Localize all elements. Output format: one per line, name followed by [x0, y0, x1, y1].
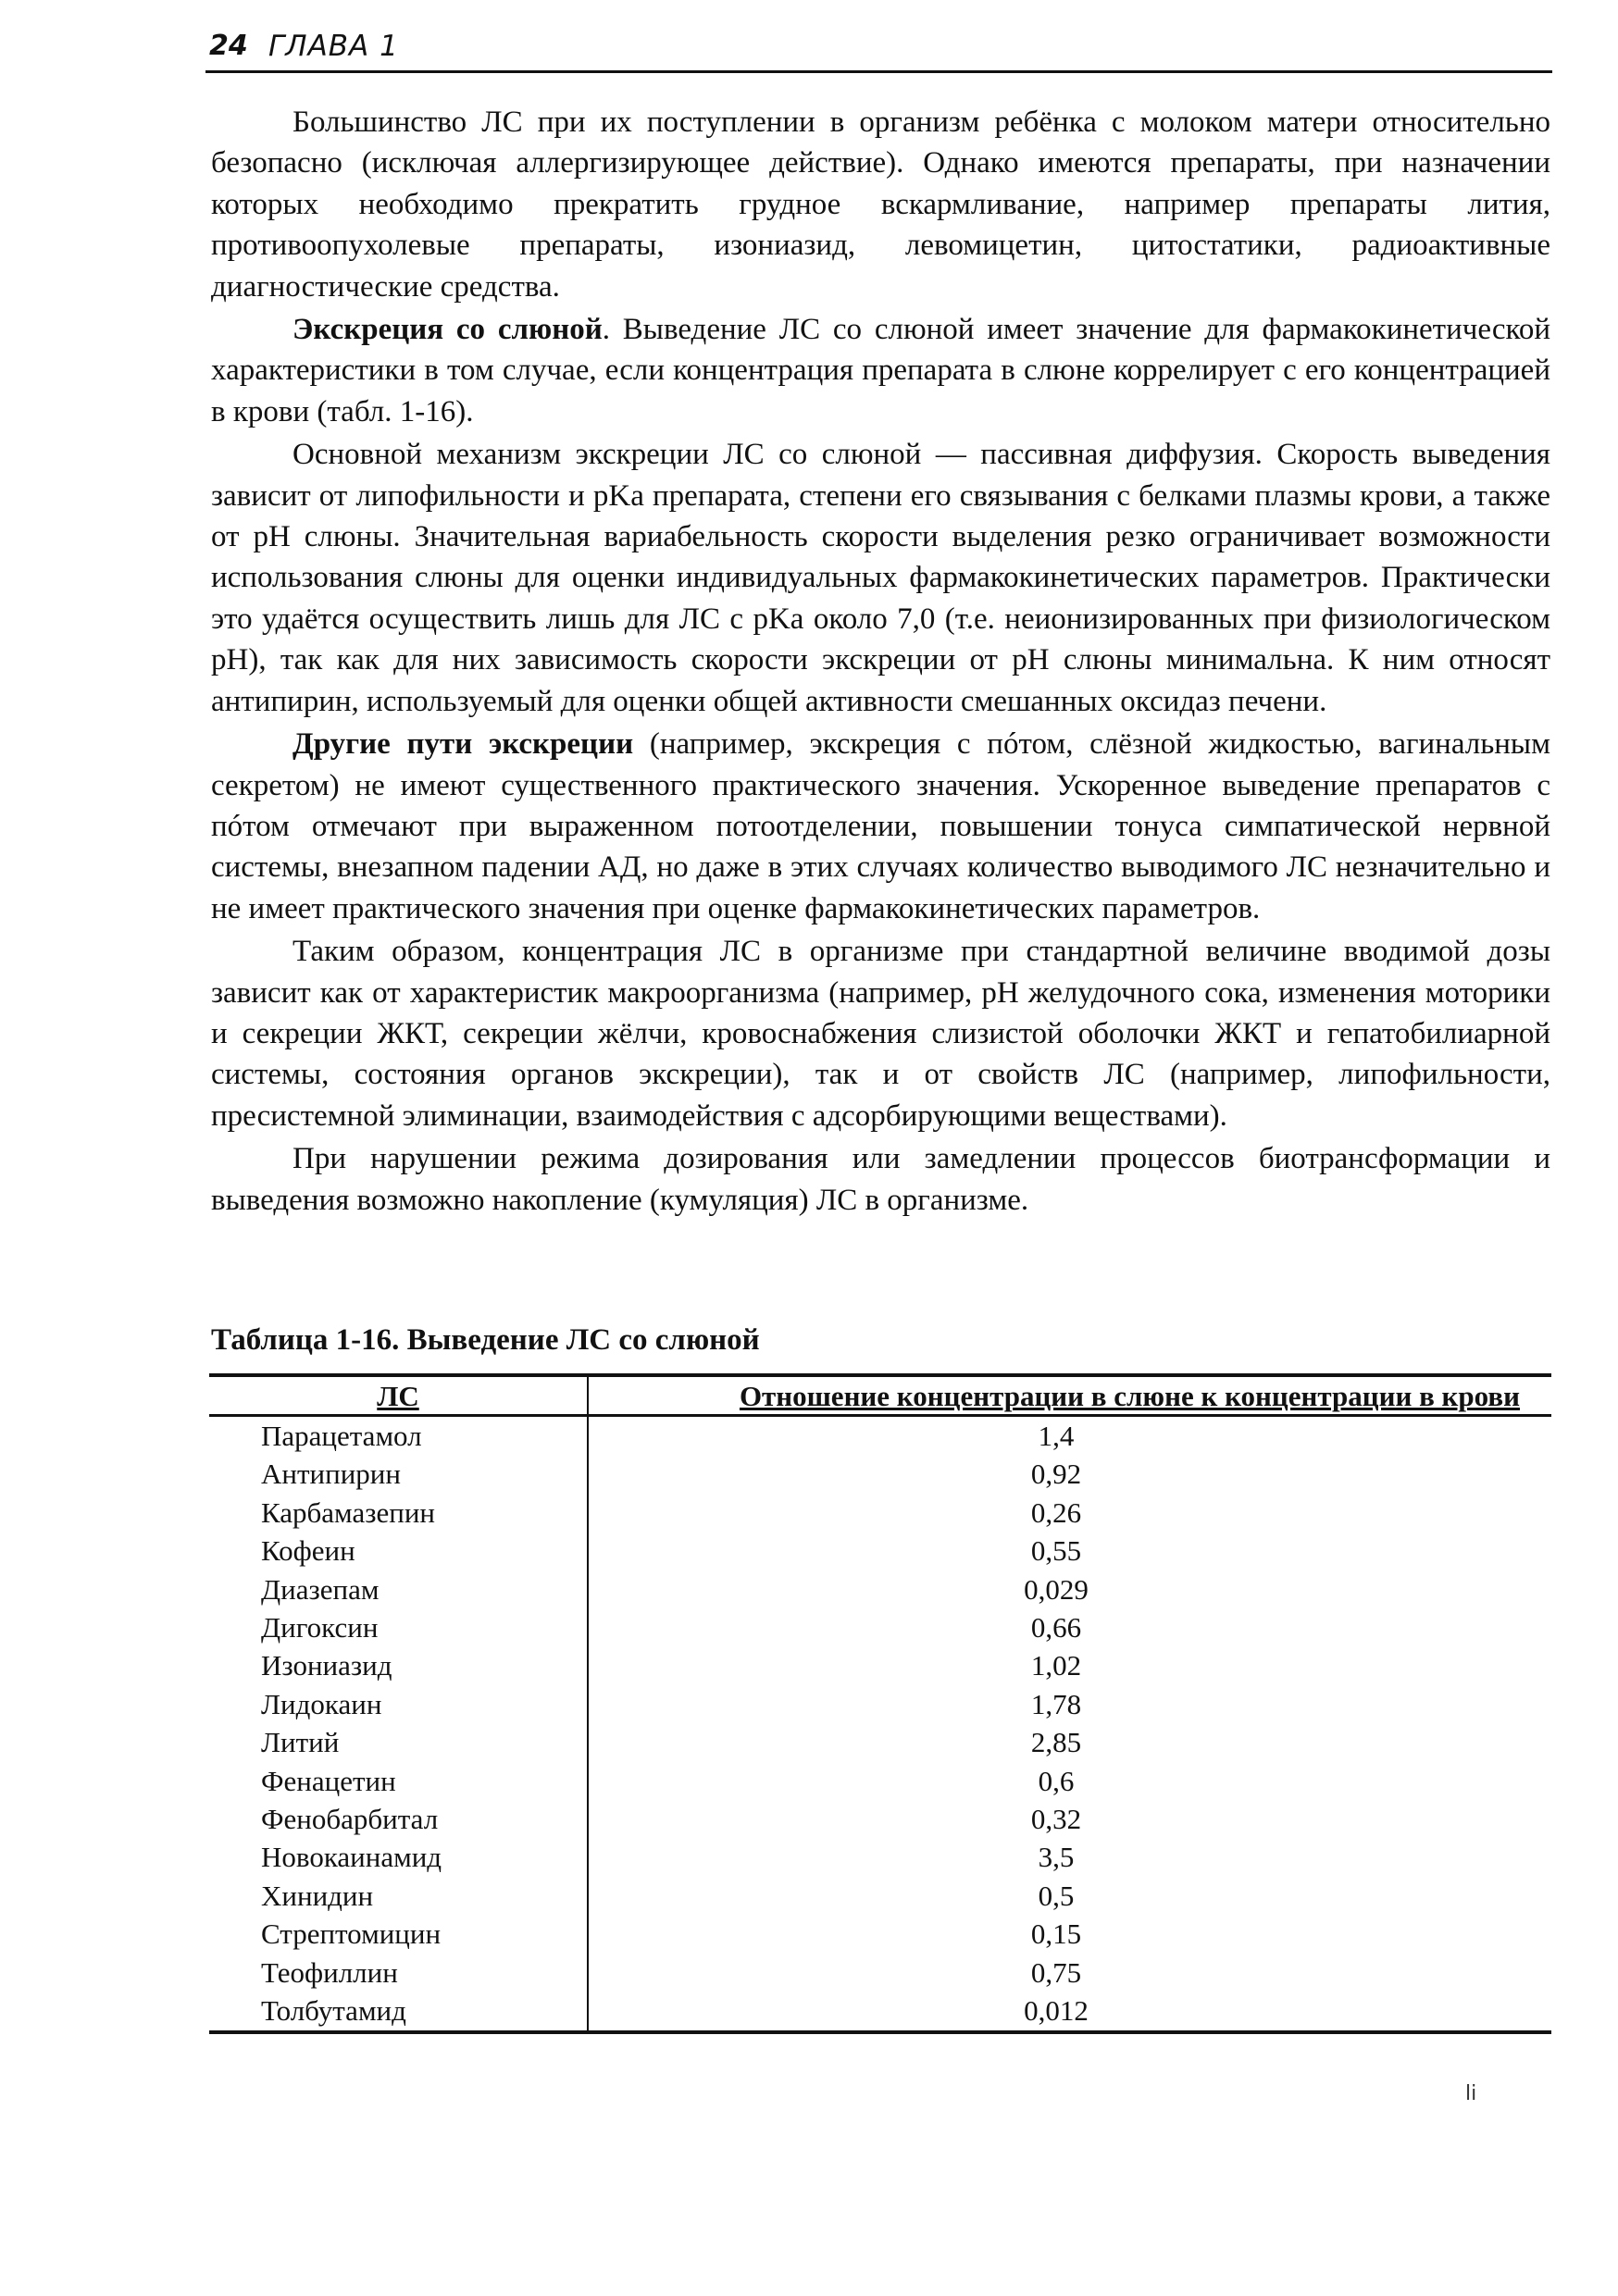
table-row [209, 1723, 1551, 1761]
ratio-value-cell: 0,029 [1024, 1572, 1089, 1606]
table-row [209, 1570, 1551, 1608]
chapter-title: ГЛАВА 1 [268, 30, 399, 63]
drug-name-cell: Лидокаин [209, 1685, 588, 1723]
table-row [209, 1838, 1551, 1876]
body-text [211, 102, 1550, 1222]
paragraph-lead: Другие пути экскреции [292, 727, 634, 762]
drug-name-cell: Литий [209, 1723, 588, 1761]
page-header [205, 20, 1552, 73]
table-row [209, 1954, 1551, 1992]
table-row [209, 1800, 1551, 1838]
paragraph: Экскреция со слюной. Выведение ЛС со слюной имеет значение для фармакокинетической характеристики в том случае, если концентрация препарата в слюне коррелирует с его концентрацией в крови (табл. 1-16). [211, 313, 1550, 428]
drug-name-cell: Стрептомицин [209, 1915, 588, 1953]
paragraph: Большинство ЛС при их поступлении в организм ребёнка с молоком матери относительно безопасно (исключая аллергизирующее действие). Однако имеются препараты, при назначении которых необходимо прекратить грудное вскармливание, например препараты лития, противоопухолевые препараты, изониазид, левомицетин, цитостатики, радиоактивные диагностические средства. [211, 105, 1550, 304]
table-row [209, 1494, 1551, 1532]
ratio-value-cell: 0,92 [1030, 1458, 1082, 1491]
ratio-value-cell: 0,15 [1030, 1917, 1082, 1951]
ratio-value-cell: 3,5 [1038, 1841, 1075, 1874]
table-row [209, 1685, 1551, 1723]
table-title: Таблица 1-16. Выведение ЛС со слюной [211, 1323, 760, 1357]
scan-mark: li [1465, 2082, 1477, 2105]
drug-name-cell: Карбамазепин [209, 1494, 588, 1532]
ratio-value-cell: 1,4 [1038, 1420, 1075, 1452]
paragraph: Основной механизм экскреции ЛС со слюной — пассивная диффузия. Скорость выведения зависит от липофильности и pKa препарата, степени его связывания с белками плазмы крови, а также от pH слюны. Значительная вариабельность скорости выделения резко ограничивает возможности использования слюны для оценки индивидуальных фармакокинетических параметров. Практически это удаётся осуществить лишь для ЛС с pKa около 7,0 (т.е. неионизированных при физиологическом pH), так как для них зависимость скорости экскреции от pH слюны минимальна. К ним относят антипирин, используемый для оценки общей активности смешанных оксидаз печени. [211, 438, 1550, 718]
drug-name-cell: Толбутамид [209, 1992, 588, 2031]
drug-name-cell: Изониазид [209, 1646, 588, 1684]
drug-name-cell: Диазепам [209, 1570, 588, 1608]
paragraph: При нарушении режима дозирования или замедлении процессов биотрансформации и выведения возможно накопление (кумуляция) ЛС в организме. [211, 1142, 1550, 1217]
table-row [209, 1608, 1551, 1646]
table-row [209, 1915, 1551, 1953]
drug-name-cell: Хинидин [209, 1877, 588, 1915]
table-header-row [209, 1375, 1551, 1416]
saliva-excretion-table [209, 1373, 1551, 2034]
column-header-ratio: Отношение концентрации в слюне к концентрации в крови [739, 1380, 1520, 1412]
table-row [209, 1532, 1551, 1570]
drug-name-cell: Антипирин [209, 1455, 588, 1493]
ratio-value-cell: 0,75 [1030, 1955, 1082, 1989]
drug-name-cell: Фенацетин [209, 1762, 588, 1800]
page-number: 24 [209, 30, 248, 62]
table-row [209, 1646, 1551, 1684]
paragraph-lead: Экскреция со слюной [292, 313, 603, 347]
ratio-value-cell: 2,85 [1030, 1726, 1082, 1759]
paragraph: Таким образом, концентрация ЛС в организме при стандартной величине вводимой дозы зависит как от характеристик макроорганизма (например, pH желудочного сока, изменения моторики и секреции ЖКТ, секреции жёлчи, кровоснабжения слизистой оболочки ЖКТ и гепатобилиарной системы, состояния органов экскреции), так и от свойств ЛС (например, липофильности, пресистемной элиминации, взаимодействия с адсорбирующими веществами). [211, 935, 1550, 1133]
ratio-value-cell: 0,5 [1038, 1879, 1075, 1912]
drug-name-cell: Новокаинамид [209, 1838, 588, 1876]
table-row [209, 1455, 1551, 1493]
table-row [209, 1416, 1551, 1456]
ratio-value-cell: 1,02 [1030, 1649, 1082, 1682]
table-row [209, 1992, 1551, 2031]
ratio-value-cell: 0,66 [1030, 1611, 1082, 1644]
table-row [209, 1762, 1551, 1800]
drug-name-cell: Кофеин [209, 1532, 588, 1570]
ratio-value-cell: 0,012 [1024, 1994, 1089, 2028]
drug-name-cell: Дигоксин [209, 1608, 588, 1646]
table-row [209, 1877, 1551, 1915]
drug-name-cell: Фенобарбитал [209, 1800, 588, 1838]
ratio-value-cell: 0,55 [1030, 1534, 1082, 1568]
drug-name-cell: Теофиллин [209, 1954, 588, 1992]
ratio-value-cell: 0,26 [1030, 1496, 1082, 1529]
drug-name-cell: Парацетамол [209, 1416, 588, 1456]
ratio-value-cell: 0,6 [1038, 1764, 1075, 1797]
paragraph: Другие пути экскреции (например, экскреция с пóтом, слёзной жидкостью, вагинальным секретом) не имеют существенного практического значения. Ускоренное выведение препаратов с пóтом отмечают при выраженном потоотделении, повышении тонуса симпатической нервной системы, внезапном падении АД, но даже в этих случаях количество выводимого ЛС незначительно и не имеет практического значения при оценке фармакокинетических параметров. [211, 727, 1550, 925]
column-header-drug: ЛС [209, 1375, 588, 1416]
ratio-value-cell: 1,78 [1030, 1687, 1082, 1720]
ratio-value-cell: 0,32 [1030, 1803, 1082, 1836]
